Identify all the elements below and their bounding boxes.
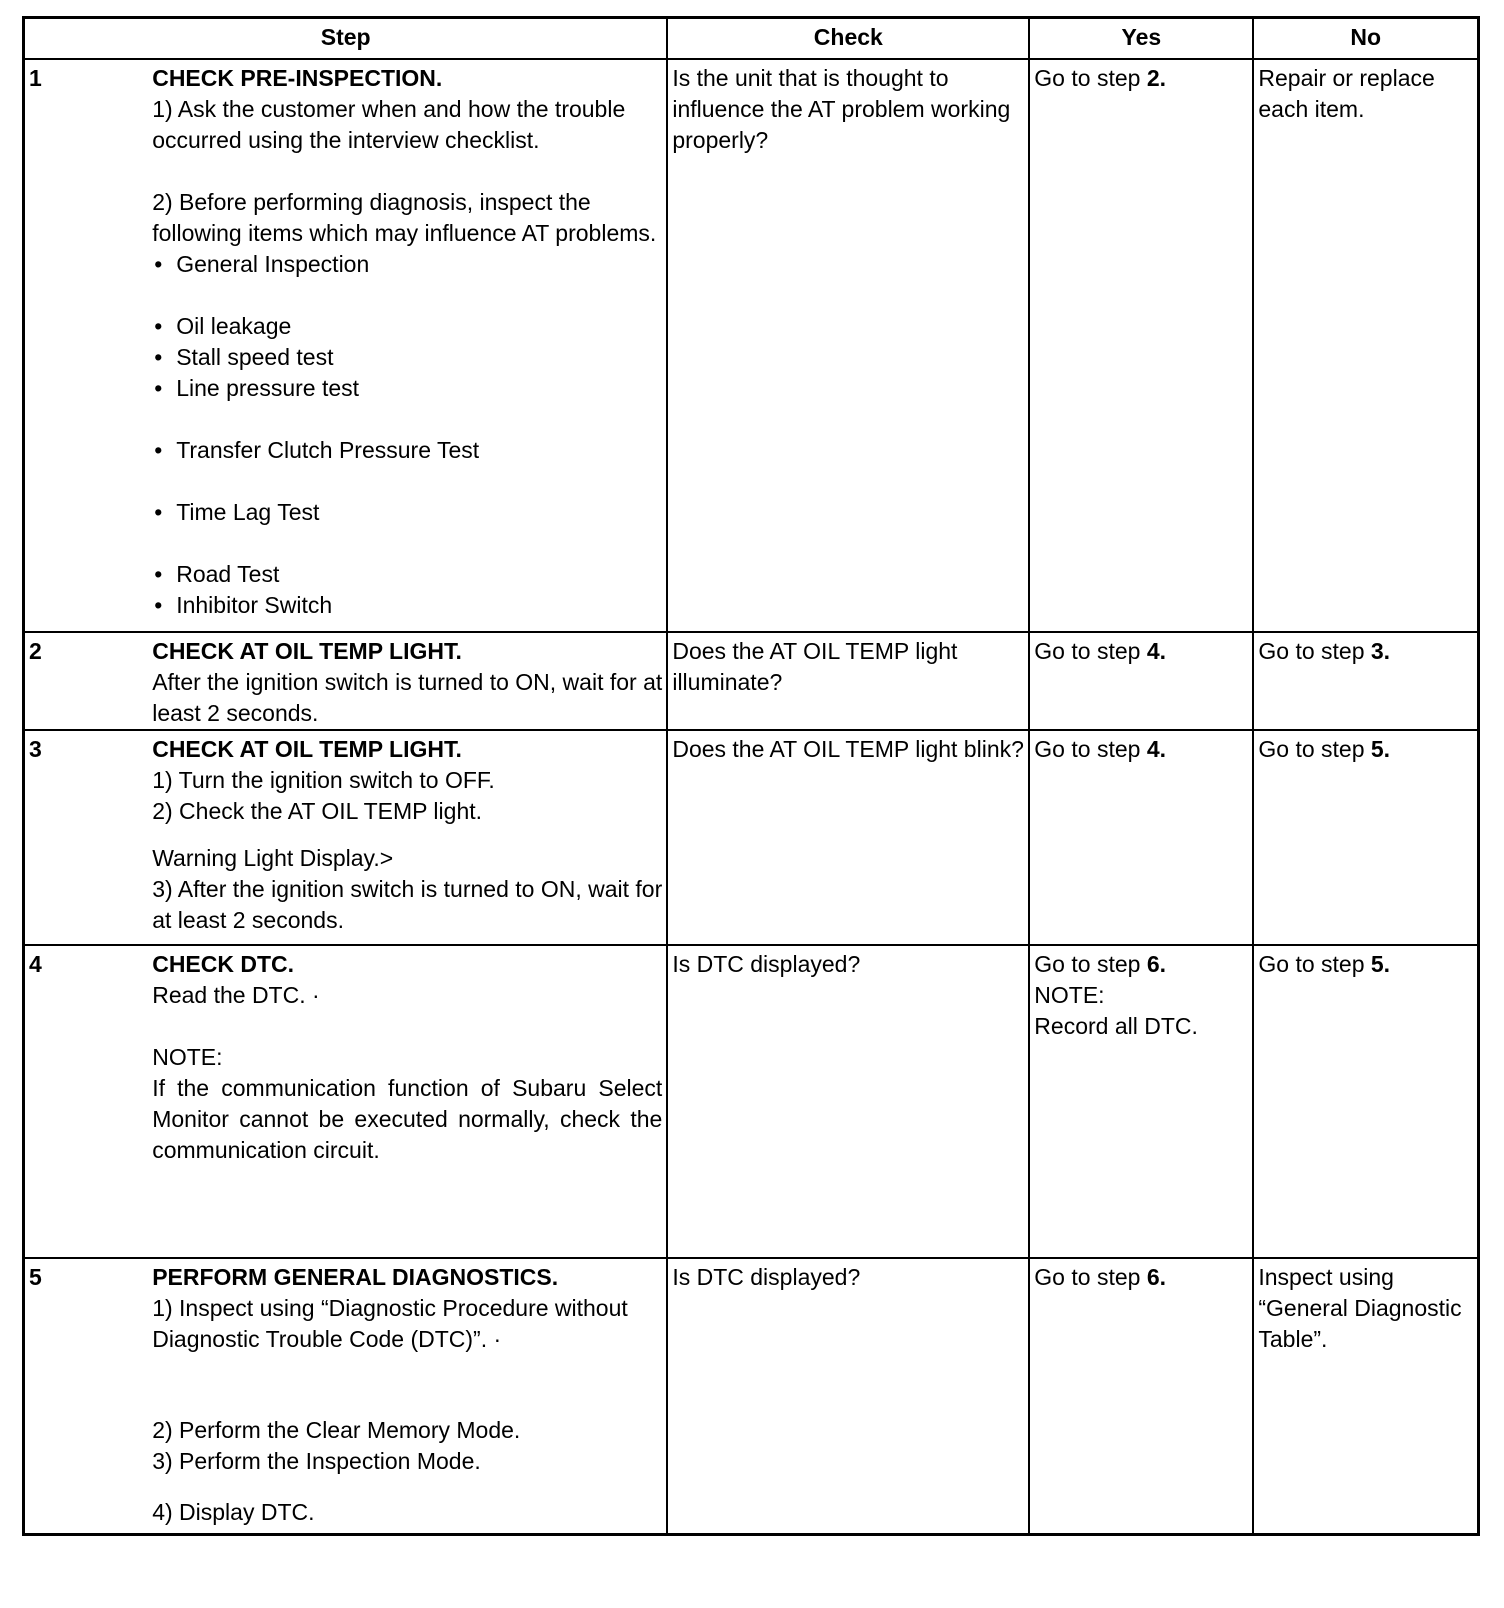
step-cell xyxy=(148,730,667,945)
step-title: PERFORM GENERAL DIAGNOSTICS. xyxy=(152,1264,559,1290)
step-title: CHECK AT OIL TEMP LIGHT. xyxy=(152,638,462,664)
step-instruction: 2) Check the AT OIL TEMP light. xyxy=(152,798,483,824)
no-cell xyxy=(1253,730,1478,945)
step-instruction: 1) Turn the ignition switch to OFF. xyxy=(152,767,495,793)
note-label: NOTE: xyxy=(152,1044,223,1070)
step-cell xyxy=(148,632,667,730)
step-reference: 4. xyxy=(1146,638,1166,664)
step-reference: 6. xyxy=(1146,1264,1166,1290)
list-item: • General Inspection xyxy=(152,249,662,280)
step-instruction: Warning Light Display.> xyxy=(152,845,394,871)
yes-cell xyxy=(1029,59,1253,632)
list-item: • Transfer Clutch Pressure Test xyxy=(152,435,662,466)
yes-text: Go to step xyxy=(1034,951,1147,977)
diagnostic-table xyxy=(22,16,1480,1536)
yes-text: Go to step xyxy=(1034,736,1147,762)
step-instruction: 2) Perform the Clear Memory Mode. xyxy=(152,1417,521,1443)
yes-cell xyxy=(1029,730,1253,945)
table-row xyxy=(24,59,1479,632)
no-text: Go to step xyxy=(1258,638,1371,664)
check-cell: Is DTC displayed? xyxy=(667,1258,1029,1534)
no-cell xyxy=(1253,632,1478,730)
step-cell xyxy=(148,1258,667,1534)
list-item: • Stall speed test xyxy=(152,342,662,373)
step-instruction: Read the DTC. · xyxy=(152,982,320,1008)
table-row xyxy=(24,1258,1479,1534)
list-item: • Time Lag Test xyxy=(152,497,662,528)
table-row xyxy=(24,730,1479,945)
step-instruction: After the ignition switch is turned to ON, wait for at least 2 seconds. xyxy=(152,669,663,726)
yes-cell xyxy=(1029,945,1253,1258)
table-header-row xyxy=(24,18,1479,60)
header-step: Step xyxy=(24,18,668,60)
table-row xyxy=(24,945,1479,1258)
list-item: • Oil leakage xyxy=(152,311,662,342)
header-check: Check xyxy=(667,18,1029,60)
no-text: Go to step xyxy=(1258,951,1371,977)
step-title: CHECK AT OIL TEMP LIGHT. xyxy=(152,736,462,762)
yes-cell xyxy=(1029,632,1253,730)
step-cell xyxy=(148,59,667,632)
step-number: 1 xyxy=(24,59,149,632)
step-reference: 2. xyxy=(1146,65,1166,91)
note-text: If the communication function of Subaru Select Monitor cannot be executed normally, check the communication circuit. xyxy=(152,1075,663,1163)
table-row xyxy=(24,632,1479,730)
yes-text: Go to step xyxy=(1034,65,1147,91)
step-title: CHECK PRE-INSPECTION. xyxy=(152,65,443,91)
step-instruction: 3) After the ignition switch is turned to ON, wait for at least 2 seconds. xyxy=(152,876,663,933)
yes-text: Go to step xyxy=(1034,638,1147,664)
yes-cell xyxy=(1029,1258,1253,1534)
step-instruction: 1) Ask the customer when and how the trouble occurred using the interview checklist. xyxy=(152,96,626,153)
header-yes: Yes xyxy=(1029,18,1253,60)
header-no: No xyxy=(1253,18,1478,60)
step-number: 2 xyxy=(24,632,149,730)
no-text: Go to step xyxy=(1258,736,1371,762)
step-number: 4 xyxy=(24,945,149,1258)
no-cell: Inspect using “General Diagnostic Table”. xyxy=(1253,1258,1478,1534)
step-instruction: 4) Display DTC. xyxy=(152,1499,315,1525)
step-number: 3 xyxy=(24,730,149,945)
no-cell xyxy=(1253,945,1478,1258)
yes-text: Go to step xyxy=(1034,1264,1147,1290)
note-label: NOTE: xyxy=(1034,982,1105,1008)
step-instruction: 2) Before performing diagnosis, inspect the following items which may influence AT problems. xyxy=(152,189,657,246)
step-reference: 4. xyxy=(1146,736,1166,762)
step-reference: 3. xyxy=(1370,638,1391,664)
check-cell: Does the AT OIL TEMP light blink? xyxy=(667,730,1029,945)
list-item: • Road Test xyxy=(152,559,662,590)
step-reference: 6. xyxy=(1146,951,1166,977)
step-cell xyxy=(148,945,667,1258)
list-item: • Line pressure test xyxy=(152,373,662,404)
list-item: • Inhibitor Switch xyxy=(152,590,662,621)
step-number: 5 xyxy=(24,1258,149,1534)
step-instruction: 3) Perform the Inspection Mode. xyxy=(152,1448,481,1474)
note-text: Record all DTC. xyxy=(1034,1013,1198,1039)
check-cell: Is DTC displayed? xyxy=(667,945,1029,1258)
step-instruction: 1) Inspect using “Diagnostic Procedure without Diagnostic Trouble Code (DTC)”. · xyxy=(152,1295,628,1352)
no-cell: Repair or replace each item. xyxy=(1253,59,1478,632)
check-cell: Is the unit that is thought to influence the AT problem working properly? xyxy=(667,59,1029,632)
step-title: CHECK DTC. xyxy=(152,951,295,977)
step-reference: 5. xyxy=(1370,736,1391,762)
check-cell: Does the AT OIL TEMP light illuminate? xyxy=(667,632,1029,730)
step-reference: 5. xyxy=(1370,951,1391,977)
